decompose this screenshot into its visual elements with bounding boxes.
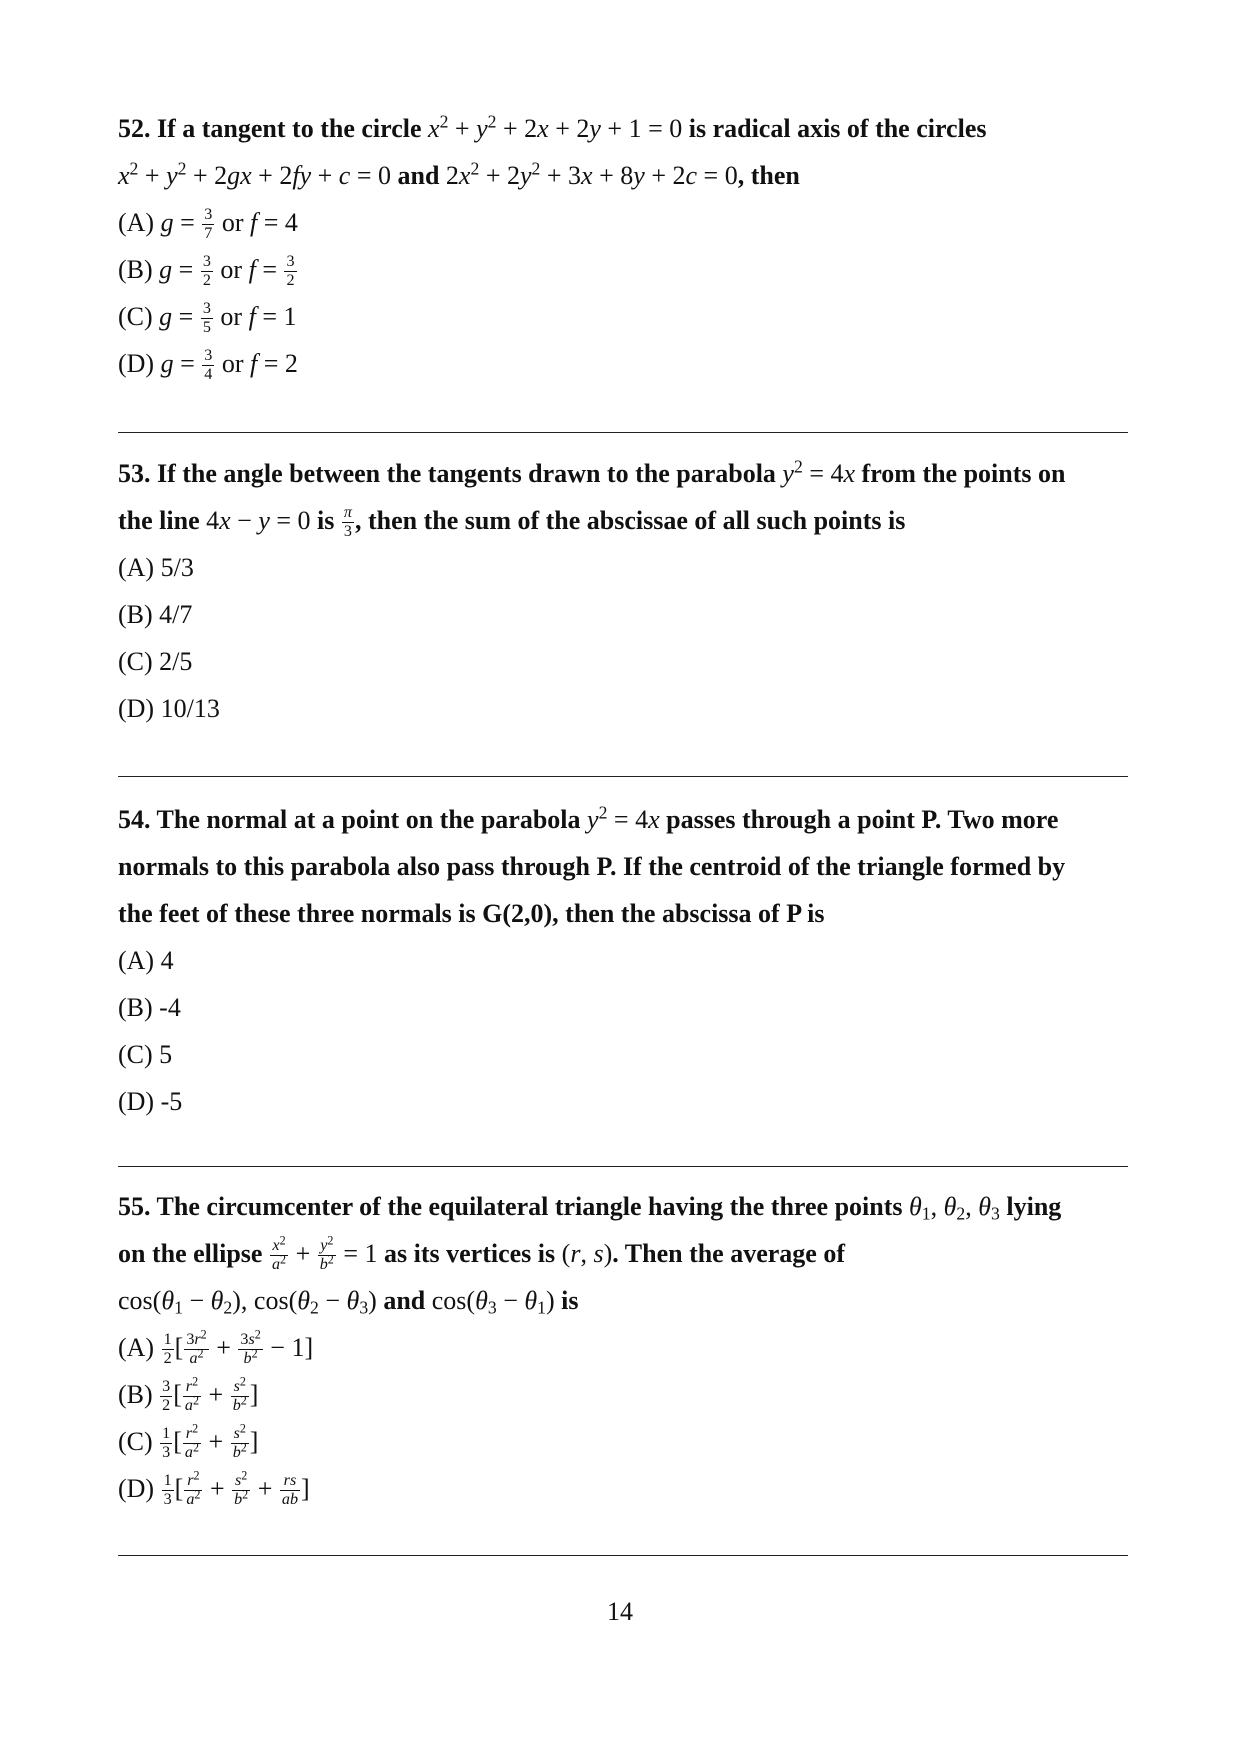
option-d[interactable]: (D) -5 <box>118 1087 183 1116</box>
question-number: 53. <box>118 459 151 488</box>
math-expression: $y^2 = 4x$ <box>782 456 856 488</box>
fraction: $\frac{3}{7}$ <box>204 206 213 242</box>
option-b[interactable]: (B) -4 <box>118 993 181 1022</box>
fraction: $\frac{3}{4}$ <box>204 347 213 383</box>
divider <box>118 432 1128 433</box>
fraction: $\frac{\pi}{3}$ <box>343 504 352 540</box>
option-d[interactable]: (D) 10/13 <box>118 694 220 723</box>
option-c[interactable]: (C) 5 <box>118 1040 173 1069</box>
question-54 <box>118 796 1128 1125</box>
question-stem-line: $\cos(\theta_1 - \theta_2)$, $\cos(\theta_2 - \theta_3)$ and $\cos(\theta_3 - \theta_1)$ is <box>118 1286 579 1318</box>
math-expression: $\theta_1$, $\theta_2$, $\theta_3$ <box>909 1192 1000 1224</box>
question-53 <box>118 450 1128 732</box>
question-stem-line: 53. If the angle between the tangents drawn to the parabola $y^2 = 4x$ from the points on <box>118 456 1066 488</box>
math-expression: $\cos(\theta_1 - \theta_2)$, $\cos(\theta_2 - \theta_3)$ <box>118 1286 377 1318</box>
option-d[interactable]: (D) $\frac{1}{3}$ [ $\frac{r^2}{a^2}$ + $\frac{s^2}{b^2}$ + $\frac{rs}{ab}$ ] <box>118 1468 310 1508</box>
fraction: $\frac{3}{2}$ <box>286 253 295 289</box>
option-c[interactable]: (C) g = $\frac{3}{5}$ or f = 1 <box>118 300 297 336</box>
option-c[interactable]: (C) 2/5 <box>118 647 193 676</box>
option-b[interactable]: (B) 4/7 <box>118 600 193 629</box>
math-expression: $\cos(\theta_3 - \theta_1)$ <box>431 1286 555 1318</box>
option-a[interactable]: (A) $\frac{1}{2}$ [ $\frac{3r^2}{a^2}$ + $\frac{3s^2}{b^2}$ − 1] <box>118 1327 314 1367</box>
question-stem-line: $x^2 + y^2 + 2gx + 2fy + c = 0$ and $2x^2 + 2y^2 + 3x + 8y + 2c = 0$, then <box>118 158 800 190</box>
question-stem-line: 54. The normal at a point on the parabola $y^2 = 4x$ passes through a point P. Two more <box>118 802 1059 834</box>
fraction: $\frac{3}{2}$ <box>202 253 211 289</box>
question-number: 55. <box>118 1192 151 1221</box>
math-expression: $x^2 + y^2 + 2x + 2y + 1 = 0$ <box>428 111 683 143</box>
option-c[interactable]: (C) $\frac{1}{3}$ [ $\frac{r^2}{a^2}$ + $\frac{s^2}{b^2}$ ] <box>118 1421 259 1461</box>
math-expression: $\frac{x^2}{a^2}$ + $\frac{y^2}{b^2}$ = 1 <box>271 1233 378 1273</box>
question-52 <box>118 105 1128 387</box>
divider <box>118 776 1128 777</box>
option-a[interactable]: (A) 5/3 <box>118 553 194 582</box>
divider <box>118 1555 1128 1556</box>
question-number: 54. <box>118 805 151 834</box>
math-expression: $x^2 + y^2 + 2gx + 2fy + c = 0$ <box>118 158 391 190</box>
question-stem-line: on the ellipse $\frac{x^2}{a^2}$ + $\frac{y^2}{b^2}$ = 1 as its vertices is (r, s). Then the average of <box>118 1233 846 1273</box>
question-55 <box>118 1183 1128 1512</box>
option-b[interactable]: (B) $\frac{3}{2}$ [ $\frac{r^2}{a^2}$ + $\frac{s^2}{b^2}$ ] <box>118 1374 259 1414</box>
option-b[interactable]: (B) g = $\frac{3}{2}$ or f = $\frac{3}{2}$ <box>118 253 295 289</box>
question-stem-line: normals to this parabola also pass through P. If the centroid of the triangle formed by <box>118 852 1066 881</box>
question-stem-line: the feet of these three normals is G(2,0), then the abscissa of P is <box>118 899 825 928</box>
math-expression: $2x^2 + 2y^2 + 3x + 8y + 2c = 0$ <box>445 158 738 190</box>
math-expression: $y^2 = 4x$ <box>587 802 660 834</box>
math-expression: (r, s) <box>561 1239 613 1268</box>
question-stem-line: the line 4x − y = 0 is $\frac{\pi}{3}$ , then the sum of the abscissae of all such points is <box>118 504 906 540</box>
math-expression: 4x − y = 0 <box>206 506 311 535</box>
question-stem-line: 52. If a tangent to the circle $x^2 + y^2 + 2x + 2y + 1 = 0$ is radical axis of the circles <box>118 111 987 143</box>
page-number: 14 <box>607 1597 633 1626</box>
question-stem-line: 55. The circumcenter of the equilateral triangle having the three points $\theta_1$, $\theta_2$, $\theta_3$ lying <box>118 1192 1062 1224</box>
option-a[interactable]: (A) g = $\frac{3}{7}$ or f = 4 <box>118 206 298 242</box>
option-d[interactable]: (D) g = $\frac{3}{4}$ or f = 2 <box>118 347 298 383</box>
fraction: $\frac{3}{5}$ <box>202 300 211 336</box>
question-number: 52. <box>118 114 151 143</box>
option-a[interactable]: (A) 4 <box>118 946 174 975</box>
divider <box>118 1166 1128 1167</box>
